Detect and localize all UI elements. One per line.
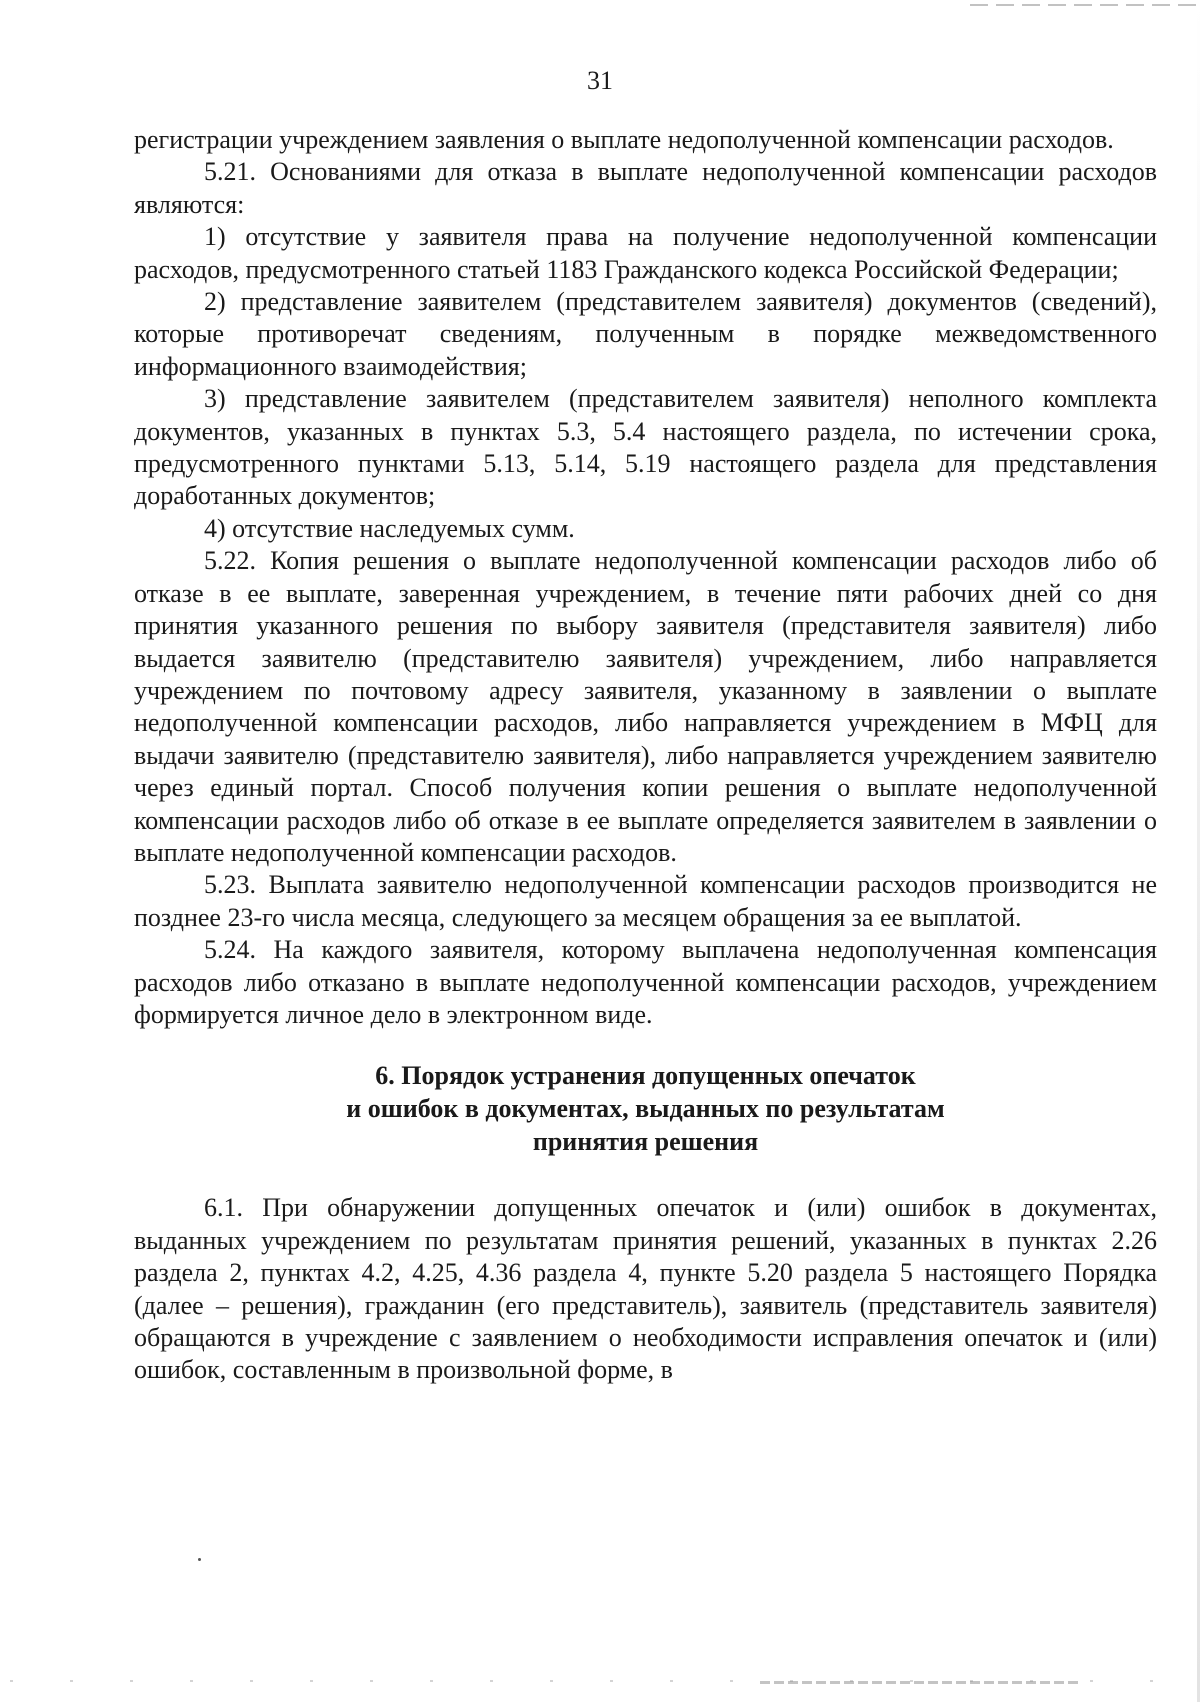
page-number: 31 [587, 66, 613, 95]
scan-artifact-bottom-dashes [760, 1681, 1080, 1684]
paragraph: 2) представление заявителем (представителем заявителя) документов (сведений), которые противоречат сведениям, полученным в порядке межведомственного информационного взаимодействия; [134, 287, 1157, 381]
paragraph: 1) отсутствие у заявителя права на получение недополученной компенсации расходов, предусмотренного статьей 1183 Гражданского кодекса Российской Федерации; [134, 222, 1157, 284]
paragraph: 4) отсутствие наследуемых сумм. [204, 513, 575, 543]
scan-artifact-dot [198, 1558, 201, 1561]
section-heading [134, 1059, 1157, 1158]
paragraph: регистрации учреждением заявления о выплате недополученной компенсации расходов. [134, 125, 1114, 154]
paragraph: 6.1. При обнаружении допущенных опечаток и (или) ошибок в документах, выданных учреждением по результатам принятия решений, указанных в пунктах 2.26 раздела 2, пунктах 4.2, 4.25, 4.36 раздела 4, пункте 5.20 раздела 5 настоящего Порядка (далее – решения), гражданин (его представитель), заявитель (представитель заявителя) обращаются в учреждение с заявлением о необходимости исправления опечаток и (или) ошибок, составленным в произвольной форме, в [134, 1193, 1157, 1385]
paragraph: 5.21. Основаниями для отказа в выплате недополученной компенсации расходов являются: [134, 157, 1157, 219]
paragraph: 5.22. Копия решения о выплате недополученной компенсации расходов либо об отказе в ее выплате, заверенная учреждением, в течение пяти рабочих дней со дня принятия указанного решения по выбору заявителя (представителя заявителя) либо выдается заявителю (представителю заявителя) учреждением, либо направляется учреждением по почтовому адресу заявителя, указанному в заявлении о выплате недополученной компенсации расходов, либо направляется учреждением в МФЦ для выдачи заявителю (представителю заявителя), либо направляется учреждением заявителю через единый портал. Способ получения копии решения о выплате недополученной компенсации расходов либо об отказе в ее выплате определяется заявителем в заявлении о выплате недополученной компенсации расходов. [134, 546, 1157, 867]
scan-artifact-top [970, 4, 1200, 6]
paragraph: 5.24. На каждого заявителя, которому выплачена недополученная компенсация расходов либо отказано в выплате недополученной компенсации расходов, учреждением формируется личное дело в электронном виде. [134, 935, 1157, 1029]
document-body [134, 124, 1157, 1387]
paragraph: 3) представление заявителем (представителем заявителя) неполного комплекта документов, указанных в пунктах 5.3, 5.4 настоящего раздела, по истечении срока, предусмотренного пунктами 5.13, 5.14, 5.19 настоящего раздела для представления доработанных документов; [134, 384, 1157, 511]
section-heading-line: 6. Порядок устранения допущенных опечаток [375, 1061, 916, 1091]
paragraph: 5.23. Выплата заявителю недополученной компенсации расходов производится не позднее 23-го числа месяца, следующего за месяцем обращения за ее выплатой. [134, 870, 1157, 932]
section-heading-line: и ошибок в документах, выданных по результатам [346, 1094, 945, 1124]
section-heading-line: принятия решения [532, 1127, 759, 1157]
